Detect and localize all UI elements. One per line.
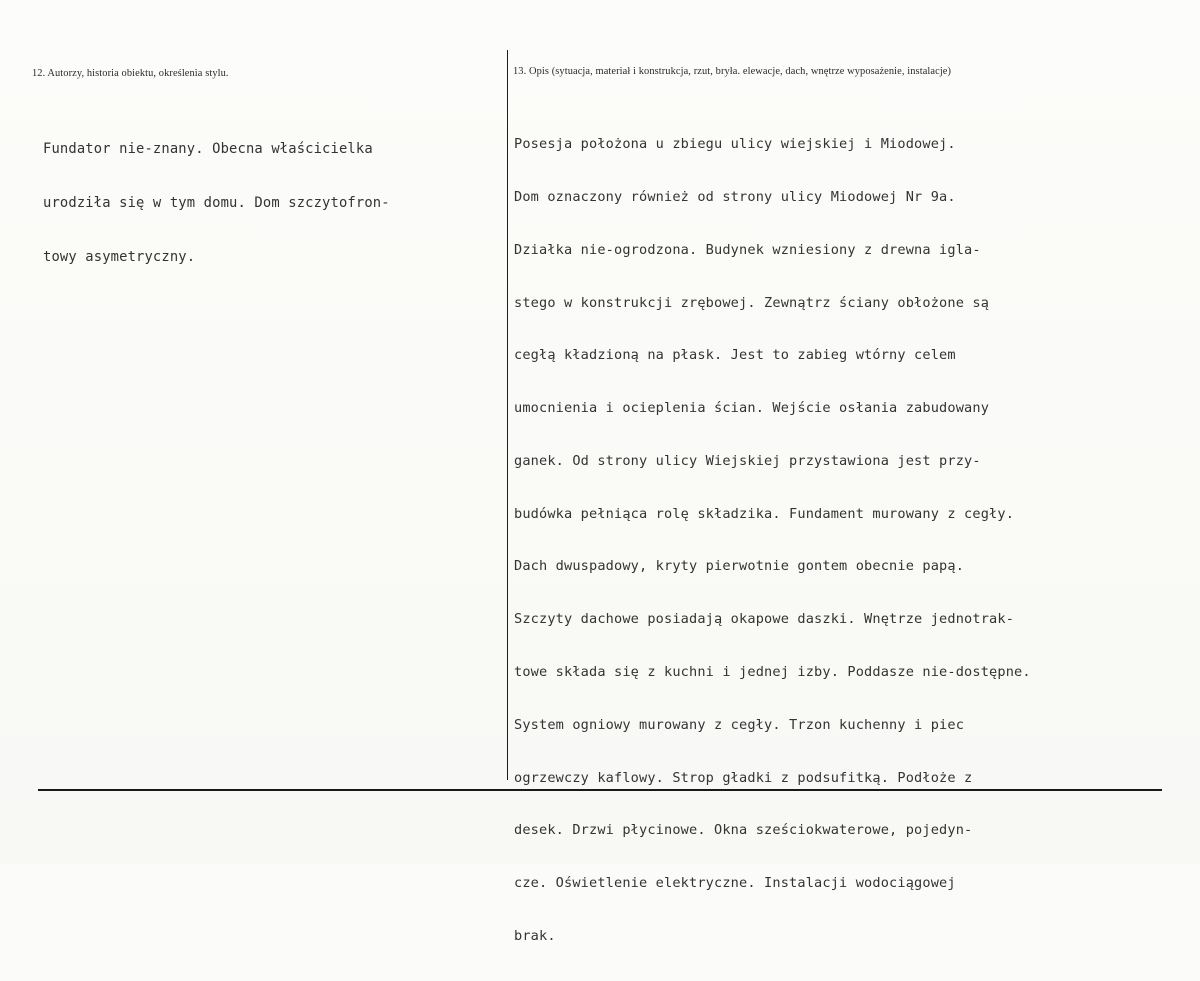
typed-line: brak. (514, 927, 556, 944)
typed-line: Działka nie-ogrodzona. Budynek wzniesiony z drewna igla- (514, 241, 981, 258)
typed-line: Szczyty dachowe posiadają okapowe daszki. Wnętrze jednotrak- (514, 611, 1015, 628)
typed-line: umocnienia i ocieplenia ścian. Wejście osłania zabudowany (514, 400, 990, 417)
typed-line: cegłą kładzioną na płask. Jest to zabieg wtórny celem (514, 347, 956, 364)
section-12-label: 12. Autorzy, historia obiektu, określenia stylu. (32, 68, 229, 79)
typed-line: stego w konstrukcji zrębowej. Zewnątrz ściany obłożone są (514, 294, 990, 311)
section-13-typed-text (514, 101, 1031, 981)
section-12-typed-text (43, 104, 390, 302)
vertical-column-divider (507, 50, 508, 780)
typed-line: cze. Oświetlenie elektryczne. Instalacji wodociągowej (514, 875, 956, 892)
typed-line: Fundator nie-znany. Obecna właścicielka (43, 141, 373, 157)
typed-line: Dom oznaczony również od strony ulicy Miodowej Nr 9a. (514, 188, 956, 205)
typed-line: urodziła się w tym domu. Dom szczytofron- (43, 195, 390, 211)
typed-line: ogrzewczy kaflowy. Strop gładki z podsufitką. Podłoże z (514, 769, 973, 786)
typed-line: desek. Drzwi płycinowe. Okna sześciokwaterowe, pojedyn- (514, 822, 973, 839)
typed-line: ganek. Od strony ulicy Wiejskiej przystawiona jest przy- (514, 452, 981, 469)
typed-line: Posesja położona u zbiegu ulicy wiejskiej i Miodowej. (514, 136, 956, 153)
typed-line: Dach dwuspadowy, kryty pierwotnie gontem obecnie papą. (514, 558, 965, 575)
typed-line: towe składa się z kuchni i jednej izby. Poddasze nie-dostępne. (514, 664, 1031, 680)
section-13-label: 13. Opis (sytuacja, materiał i konstrukcja, rzut, bryła. elewacje, dach, wnętrze wyposażenie, instalacje) (513, 66, 952, 77)
typed-line: towy asymetryczny. (43, 249, 196, 265)
typed-line: System ogniowy murowany z cegły. Trzon kuchenny i piec (514, 716, 965, 733)
typed-line: budówka pełniąca rolę składzika. Fundament murowany z cegły. (514, 505, 1015, 522)
